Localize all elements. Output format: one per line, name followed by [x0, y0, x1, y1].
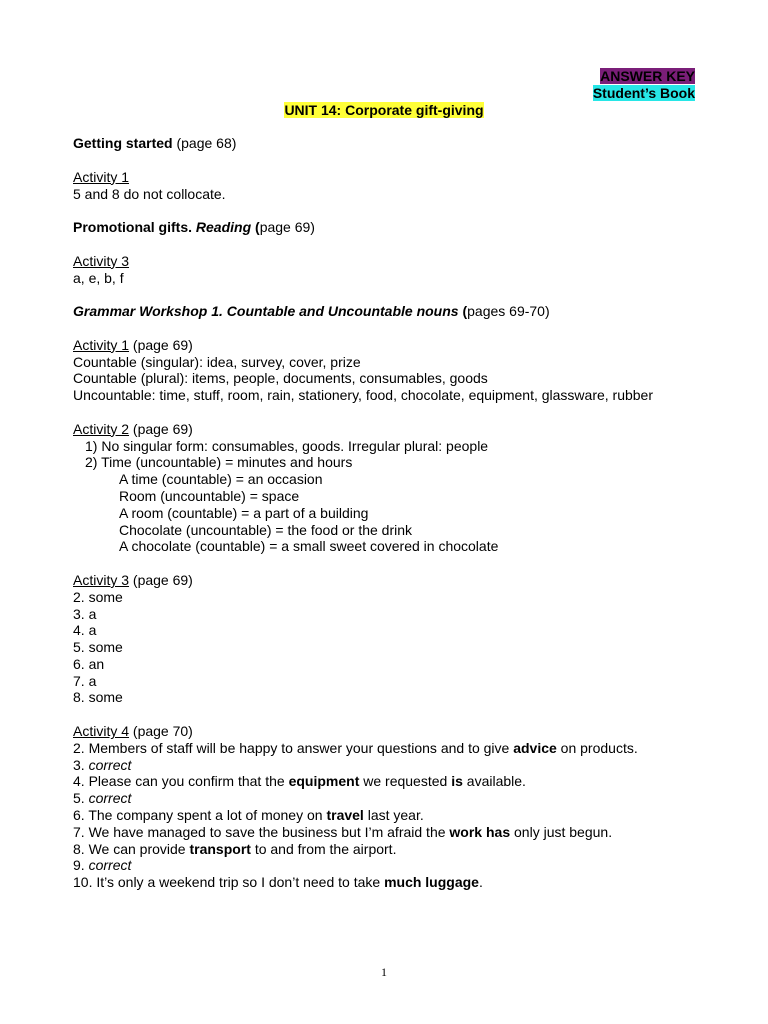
sub-item: Chocolate (uncountable) = the food or the drink — [119, 521, 413, 538]
answer-line: 2. some — [73, 588, 123, 605]
answer-line: 6. an — [73, 655, 105, 672]
numbered-item: 2) Time (uncountable) = minutes and hours — [85, 454, 353, 471]
answer-line: 7. a — [73, 672, 97, 689]
answer-line: 8. some — [73, 689, 123, 706]
activity-answer: 5 and 8 do not collocate. — [73, 185, 226, 202]
answer-line: Countable (plural): items, people, documents, consumables, goods — [73, 370, 488, 387]
numbered-item: 1) No singular form: consumables, goods. Irregular plural: people — [85, 437, 489, 454]
answer-sentence: 10. It’s only a weekend trip so I don’t need to take much luggage. — [73, 874, 483, 891]
activity-label: Activity 1 — [73, 168, 130, 185]
book-label-line — [73, 85, 695, 102]
answer-sentence: 7. We have managed to save the business but I’m afraid the work has only just begun. — [73, 823, 613, 840]
answer-line: 3. a — [73, 605, 97, 622]
unit-title: UNIT 14: Corporate gift-giving — [284, 101, 484, 118]
section-heading-grammar-workshop: Grammar Workshop 1. Countable and Uncountable nouns (pages 69-70) — [73, 303, 550, 320]
book-label: Student’s Book — [592, 84, 695, 101]
sub-item: A room (countable) = a part of a building — [119, 504, 369, 521]
section-heading-promotional-gifts: Promotional gifts. Reading (page 69) — [73, 219, 315, 236]
answer-line: 5. some — [73, 639, 123, 656]
activity-label: Activity 1 (page 69) — [73, 336, 193, 353]
section-heading-getting-started: Getting started (page 68) — [73, 135, 237, 152]
sub-item: A chocolate (countable) = a small sweet covered in chocolate — [119, 538, 499, 555]
page-number: 1 — [381, 965, 387, 979]
unit-title-line — [73, 102, 695, 119]
answer-sentence: 6. The company spent a lot of money on travel last year. — [73, 807, 424, 824]
answer-key-label-line — [73, 68, 695, 85]
answer-sentence: 8. We can provide transport to and from the airport. — [73, 840, 397, 857]
activity-label: Activity 3 (page 69) — [73, 571, 193, 588]
answer-line: Uncountable: time, stuff, room, rain, stationery, food, chocolate, equipment, glassware, rubber — [73, 387, 654, 404]
activity-label: Activity 2 (page 69) — [73, 420, 193, 437]
activity-label: Activity 3 — [73, 252, 130, 269]
sub-item: A time (countable) = an occasion — [119, 471, 323, 488]
answer-sentence: 2. Members of staff will be happy to answer your questions and to give advice on products. — [73, 739, 638, 756]
answer-sentence: 3. correct — [73, 756, 132, 773]
answer-sentence: 5. correct — [73, 790, 132, 807]
answer-sentence: 4. Please can you confirm that the equipment we requested is available. — [73, 773, 526, 790]
activity-label: Activity 4 (page 70) — [73, 723, 193, 740]
answer-line: Countable (singular): idea, survey, cover, prize — [73, 353, 361, 370]
answer-key-label: ANSWER KEY — [600, 68, 695, 84]
activity-answer: a, e, b, f — [73, 269, 124, 286]
sub-item: Room (uncountable) = space — [119, 487, 300, 504]
answer-key-page — [73, 68, 695, 891]
answer-line: 4. a — [73, 622, 97, 639]
answer-sentence: 9. correct — [73, 857, 132, 874]
